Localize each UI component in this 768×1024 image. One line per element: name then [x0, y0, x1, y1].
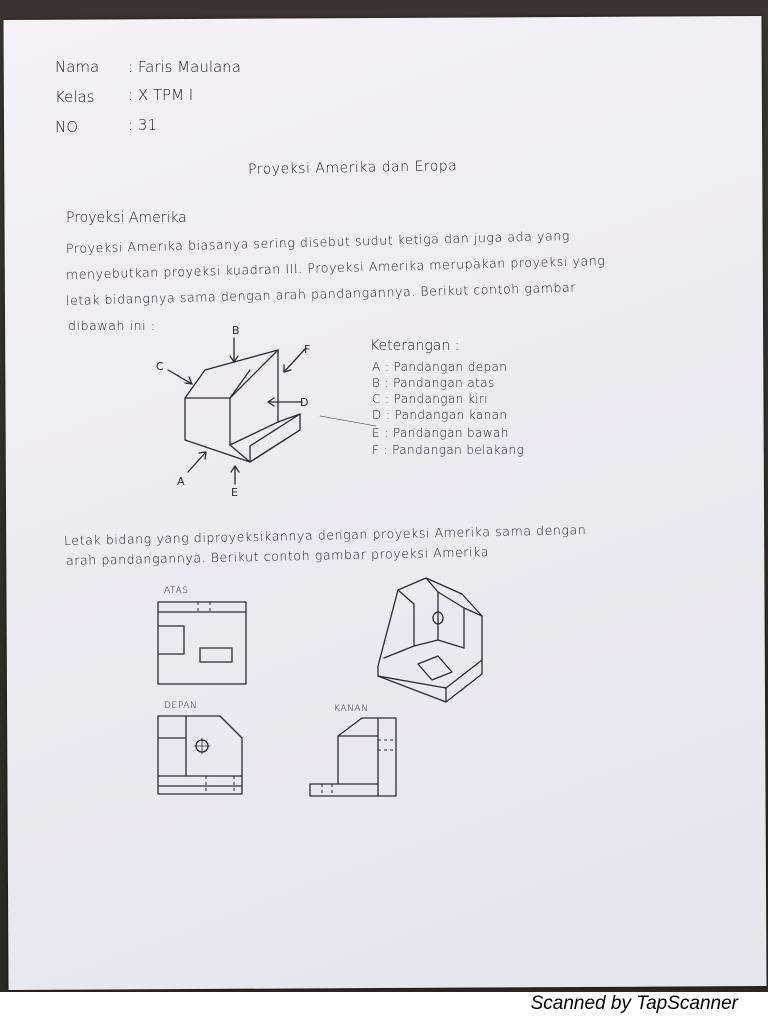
object2-inner	[414, 608, 464, 648]
page-title: Proyeksi Amerika dan Eropa	[247, 158, 458, 178]
legend-title: Keterangan :	[370, 338, 460, 354]
figure-label-e: E	[231, 486, 238, 499]
top-view-label: ATAS	[164, 586, 189, 596]
right-view-drawing	[308, 716, 400, 798]
paragraph2-line2: arah pandangannya. Berikut contoh gambar proyeksi Amerika	[65, 544, 490, 568]
scanner-watermark: Scanned by TapScanner	[530, 993, 738, 1014]
scanner-footer	[0, 992, 768, 1024]
legend-item-f: F : Pandangan belakang	[372, 443, 525, 457]
top-view-outline	[158, 602, 246, 684]
object2-slot	[418, 656, 452, 680]
arrow-a	[188, 452, 206, 472]
paragraph1-line1: Proyeksi Amerika biasanya sering disebut sudut ketiga dan juga ada yang	[65, 227, 571, 256]
object-outline	[185, 350, 300, 462]
isometric-object-2	[376, 576, 488, 706]
front-view-drawing	[156, 714, 248, 796]
right-view-label: KANAN	[334, 704, 369, 714]
top-view-slot	[200, 648, 232, 662]
section-title: Proyeksi Amerika	[66, 210, 187, 226]
top-view-drawing	[156, 600, 248, 688]
paragraph1-line4: dibawah ini :	[68, 318, 156, 333]
front-view-outline	[158, 716, 242, 794]
no-label: NO	[55, 118, 79, 136]
legend-item-b: B : Pandangan atas	[372, 376, 495, 390]
paragraph1-line2: menyebutkan proyeksi kuadran III. Proyeksi Amerika merupakan proyeksi yang	[65, 252, 606, 282]
object2-top	[426, 578, 482, 616]
object2-base-right	[446, 660, 482, 688]
arrow-f	[284, 348, 306, 372]
figure-label-a: A	[177, 475, 185, 488]
paragraph2-line1: Letak bidang yang diproyeksikannya dengan proyeksi Amerika sama dengan	[63, 522, 587, 548]
legend-item-a: A : Pandangan depan	[372, 360, 508, 374]
figure-label-d: D	[300, 396, 309, 409]
legend-item-d: D : Pandangan kanan	[372, 408, 508, 422]
object-ledge-edge	[250, 414, 300, 446]
name-label: Nama	[55, 58, 100, 76]
paragraph1-line3: letak bidangnya sama dengan arah pandangannya. Berikut contoh gambar	[65, 279, 577, 308]
no-value: : 31	[128, 116, 157, 134]
object-step-line	[230, 422, 278, 445]
object2-outline	[378, 578, 482, 702]
top-view-step	[158, 626, 184, 654]
object-bottom-edge	[250, 430, 300, 462]
object-step-edge	[230, 370, 250, 398]
object-base-edge	[230, 445, 250, 462]
legend-item-c: C : Pandangan kiri	[372, 392, 489, 406]
legend-item-e: E : Pandangan bawah	[372, 426, 509, 440]
figure-label-b: B	[232, 324, 240, 337]
front-view-label: DEPAN	[164, 701, 198, 711]
isometric-object-figure	[150, 320, 350, 500]
name-value: : Faris Maulana	[128, 58, 241, 76]
figure-label-f: F	[304, 343, 311, 356]
figure-label-c: C	[156, 360, 164, 373]
class-value: : X TPM I	[128, 86, 194, 104]
class-label: Kelas	[55, 88, 95, 106]
